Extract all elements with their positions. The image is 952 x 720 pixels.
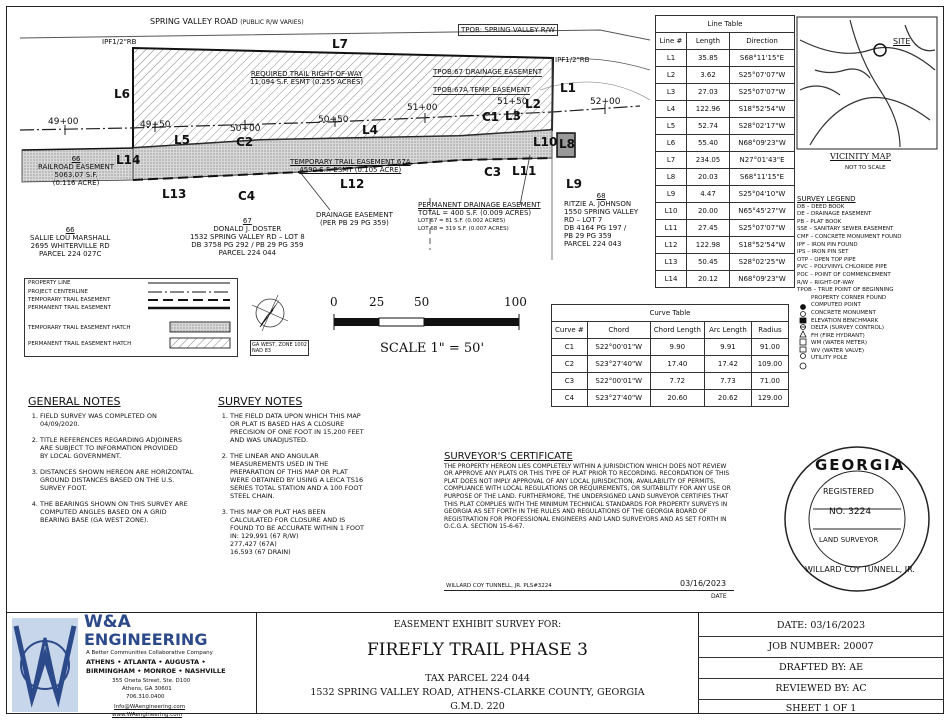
table-cell: 50.45 bbox=[687, 254, 730, 271]
table-header: Length bbox=[687, 33, 730, 50]
table-row bbox=[656, 271, 795, 288]
table-cell: C3 bbox=[552, 373, 588, 390]
table-cell: S23°27'40"W bbox=[587, 356, 650, 373]
line-label: L10 bbox=[533, 135, 558, 149]
table-cell: 234.05 bbox=[687, 152, 730, 169]
company-website[interactable]: www.WAengineering.com bbox=[112, 712, 182, 718]
seal-state: GEORGIA bbox=[815, 456, 906, 474]
title-header: EASEMENT EXHIBIT SURVEY FOR: bbox=[393, 620, 562, 630]
vicinity-map-subtitle: NOT TO SCALE bbox=[845, 165, 886, 171]
legend-item: PROPERTY CORNER FOUND bbox=[811, 294, 887, 301]
table-row bbox=[656, 84, 795, 101]
survey-notes bbox=[218, 395, 398, 564]
scale-tick-label: 50 bbox=[414, 295, 430, 309]
table-cell: 9.91 bbox=[704, 339, 751, 356]
table-cell: S68°11'15"E bbox=[730, 50, 795, 67]
company-logo-icon bbox=[12, 618, 78, 712]
general-notes-title: GENERAL NOTES bbox=[28, 395, 121, 408]
station-label: 51+00 bbox=[407, 103, 438, 113]
survey-legend bbox=[797, 196, 937, 363]
table-cell: 35.85 bbox=[687, 50, 730, 67]
table-header: Line # bbox=[656, 33, 687, 50]
certificate-title: SURVEYOR'S CERTIFICATE bbox=[444, 451, 573, 462]
station-label: 49+50 bbox=[140, 120, 171, 130]
table-cell: 20.60 bbox=[650, 390, 704, 407]
survey-notes-title: SURVEY NOTES bbox=[218, 395, 303, 408]
table-cell: S28°02'25"W bbox=[730, 254, 795, 271]
table-cell: 27.45 bbox=[687, 220, 730, 237]
table-cell: 20.03 bbox=[687, 169, 730, 186]
table-cell: L14 bbox=[656, 271, 687, 288]
table-cell: L4 bbox=[656, 101, 687, 118]
vicinity-map-title: VICINITY MAP bbox=[830, 152, 891, 161]
table-cell: 7.73 bbox=[704, 373, 751, 390]
required-trail-row-area bbox=[133, 48, 553, 148]
leader-line bbox=[520, 155, 530, 205]
line-table bbox=[655, 15, 795, 288]
table-cell: 55.40 bbox=[687, 135, 730, 152]
scale-tick-label: 0 bbox=[330, 295, 338, 309]
table-row bbox=[656, 169, 795, 186]
general-notes bbox=[28, 395, 208, 532]
table-row bbox=[656, 203, 795, 220]
scale-tick-label: 100 bbox=[504, 295, 527, 309]
line-table-title: Line Table bbox=[656, 16, 795, 33]
legend-item: CMF – CONCRETE MONUMENT FOUND bbox=[797, 233, 902, 240]
legend-label: PROJECT CENTERLINE bbox=[28, 289, 88, 295]
table-cell: 109.00 bbox=[751, 356, 788, 373]
tax-parcel: TAX PARCEL 224 044 bbox=[425, 673, 530, 684]
table-cell: S25°07'07"W bbox=[730, 84, 795, 101]
temporary-easement-label: TEMPORARY TRAIL EASEMENT 67A 4590 S.F. ESMT (0.105 ACRE) bbox=[290, 158, 411, 174]
project-address: 1532 SPRING VALLEY ROAD, ATHENS-CLARKE COUNTY, GEORGIA bbox=[310, 687, 645, 698]
table-cell: 4.47 bbox=[687, 186, 730, 203]
job-number: JOB NUMBER: 20007 bbox=[698, 637, 944, 658]
sheet-number: SHEET 1 OF 1 bbox=[785, 703, 857, 714]
table-header: Radius bbox=[751, 322, 788, 339]
legend-item: PB – PLAT BOOK bbox=[797, 218, 842, 225]
certificate-signer: WILLARD COY TUNNELL, JR. PLS#3224 bbox=[446, 583, 552, 589]
doster-parcel-label: 67 DONALD J. DOSTER 1532 SPRING VALLEY RD – LOT 8 DB 3758 PG 292 / PB 29 PG 359 PARCEL 224 044 bbox=[190, 217, 305, 257]
table-cell: L13 bbox=[656, 254, 687, 271]
legend-item: POC – POINT OF COMMENCEMENT bbox=[797, 271, 891, 278]
north-arrow-datum: GA WEST, ZONE 1002 NAD 83 bbox=[252, 342, 307, 354]
curve-label: C4 bbox=[238, 189, 256, 203]
table-cell: L10 bbox=[656, 203, 687, 220]
table-row bbox=[656, 237, 795, 254]
legend-label: PROPERTY LINE bbox=[28, 280, 71, 286]
company-address-1: 355 Oneta Street, Ste. D100 bbox=[112, 678, 191, 684]
table-cell: S25°07'07"W bbox=[730, 67, 795, 84]
reviewed-by: REVIEWED BY: AC bbox=[698, 679, 944, 700]
table-cell: 20.12 bbox=[687, 271, 730, 288]
ipf-right-label: IPF1/2"RB bbox=[555, 56, 590, 64]
table-cell: 3.62 bbox=[687, 67, 730, 84]
line-label: L5 bbox=[174, 133, 190, 147]
legend-label: PERMANENT TRAIL EASEMENT HATCH bbox=[28, 341, 132, 347]
seal-number: NO. 3224 bbox=[829, 507, 872, 517]
legend-item: PVC – POLYVINYL CHLORIDE PIPE bbox=[797, 264, 887, 271]
legend-item: R/W – RIGHT-OF-WAY bbox=[797, 279, 855, 286]
company-cities-1: ATHENS • ATLANTA • AUGUSTA • bbox=[86, 658, 206, 666]
certificate-text: THE PROPERTY HEREON LIES COMPLETELY WITHIN A JURISDICTION WHICH DOES NOT REVIEW OR APPROVE ANY PLATS OR THIS TYPE OF PLAT PRIOR TO RECORDING. RECORDATION OF THIS PLAT DOES NOT IMPLY APPROVAL OF ANY LOCAL JURISDICTION, AVAILABILITY OF PERMITS, COMPLIANCE WITH LOCAL REGULATIONS OR REQUIREMENTS, OR SUITABILITY FOR ANY USE OR PURPOSE OF THE LAND. FURTHERMORE, THE UNDERSIGNED LAND SURVEYOR CERTIFIES THAT THIS PLAT COMPLIES WITH THE MINIMUM TECHNICAL STANDARDS FOR PROPERTY SURVEYS IN GEORGIA AS SET FORTH IN THE RULES AND REGULATIONS OF THE GEORGIA BOARD OF REGISTRATION FOR PROFESSIONAL ENGINEERS AND LAND SURVEYORS AND AS SET FORTH IN O.C.G.A. SECTION 15-6-67. bbox=[444, 462, 731, 531]
table-row bbox=[656, 254, 795, 271]
legend-item: OTP – OPEN TOP PIPE bbox=[797, 256, 856, 263]
legend-item: ELEVATION BENCHMARK bbox=[811, 317, 879, 324]
company-phone: 706.310.0400 bbox=[126, 694, 165, 700]
table-cell: L11 bbox=[656, 220, 687, 237]
permanent-drainage-label: PERMANENT DRAINAGE EASEMENT TOTAL = 400 S.F. (0.009 ACRES) LOT 67 = 81 S.F. (0.002 ACRES) LOT 68 = 319 S.F. (0.007 ACRES) bbox=[418, 201, 541, 232]
required-row-label: REQUIRED TRAIL RIGHT-OF-WAY 11,094 S.F. ESMT (0.255 ACRES) bbox=[250, 70, 364, 86]
line-label: L13 bbox=[162, 187, 187, 201]
certificate-date: 03/16/2023 bbox=[680, 579, 727, 588]
curve-table bbox=[551, 304, 789, 407]
table-row bbox=[656, 50, 795, 67]
legend-item: COMPUTED POINT bbox=[811, 302, 861, 309]
table-cell: 129.00 bbox=[751, 390, 788, 407]
table-cell: L12 bbox=[656, 237, 687, 254]
table-cell: N68°09'23"W bbox=[730, 135, 795, 152]
curve-table-header bbox=[552, 322, 789, 339]
seal-role: LAND SURVEYOR bbox=[819, 536, 879, 544]
table-cell: C1 bbox=[552, 339, 588, 356]
station-label: 50+50 bbox=[318, 115, 349, 125]
table-cell: 17.40 bbox=[650, 356, 704, 373]
curve-label: C2 bbox=[236, 135, 254, 149]
table-row bbox=[552, 356, 789, 373]
legend-item: IPF – IRON PIN FOUND bbox=[797, 241, 858, 248]
legend-item: FH (FIRE HYDRANT) bbox=[811, 332, 865, 339]
seal-name: WILLARD COY TUNNELL, JR. bbox=[805, 565, 915, 574]
note-item: 3. THIS MAP OR PLAT HAS BEEN CALCULATED FOR CLOSURE AND IS FOUND TO BE ACCURATE WITHIN 1 FOOT IN: 129,991 (67 R/W) 277,427 (67A) 16,593 (67 DRAIN) bbox=[230, 508, 398, 556]
drawing-date: DATE: 03/16/2023 bbox=[698, 616, 944, 637]
curve-label: C1 bbox=[482, 110, 500, 124]
legend-item: DELTA (SURVEY CONTROL) bbox=[811, 325, 884, 332]
table-cell: 20.00 bbox=[687, 203, 730, 220]
table-row bbox=[656, 135, 795, 152]
line-label: L7 bbox=[332, 37, 348, 51]
line-label: L4 bbox=[362, 123, 378, 137]
legend-item: IPS – IRON PIN SET bbox=[797, 249, 849, 256]
johnson-parcel-label: 68 RITZIE A. JOHNSON 1550 SPRING VALLEY RD – LOT 7 DB 4164 PG 197 / PB 29 PG 359 PARCEL 224 043 bbox=[564, 192, 639, 248]
table-cell: 52.74 bbox=[687, 118, 730, 135]
note-item: 2. TITLE REFERENCES REGARDING ADJOINERS ARE SUBJECT TO INFORMATION PROVIDED BY LOCAL GOVERNMENT. bbox=[40, 436, 208, 460]
leader-line bbox=[300, 172, 330, 210]
table-cell: L1 bbox=[656, 50, 687, 67]
seal-registered: REGISTERED bbox=[823, 487, 874, 496]
table-header: Arc Length bbox=[704, 322, 751, 339]
curve-table-title: Curve Table bbox=[552, 305, 789, 322]
table-cell: L2 bbox=[656, 67, 687, 84]
table-cell: N68°09'23"W bbox=[730, 271, 795, 288]
table-row bbox=[656, 186, 795, 203]
table-cell: 27.03 bbox=[687, 84, 730, 101]
table-cell: S18°52'54"W bbox=[730, 101, 795, 118]
table-row bbox=[656, 67, 795, 84]
line-label: L12 bbox=[340, 177, 365, 191]
note-item: 3. DISTANCES SHOWN HEREON ARE HORIZONTAL GROUND DISTANCES BASED ON THE U.S. SURVEY FOOT. bbox=[40, 468, 208, 492]
vicinity-site-label: SITE bbox=[893, 37, 911, 46]
table-row bbox=[656, 118, 795, 135]
drafted-by: DRAFTED BY: AE bbox=[698, 658, 944, 679]
station-label: 50+00 bbox=[230, 124, 261, 134]
note-item: 2. THE LINEAR AND ANGULAR MEASUREMENTS USED IN THE PREPARATION OF THIS MAP OR PLAT WERE OBTAINED BY USING A LEICA TS16 SERIES TOTAL STATION AND A 100 FOOT STEEL CHAIN. bbox=[230, 452, 398, 500]
table-header: Chord Length bbox=[650, 322, 704, 339]
table-cell: S22°00'01"W bbox=[587, 373, 650, 390]
legend-item: TPOB – TRUE POINT OF BEGINNING bbox=[797, 287, 894, 294]
station-label: 52+00 bbox=[590, 97, 621, 107]
table-cell: L8 bbox=[656, 169, 687, 186]
tpob-temp-label: TPOB:67A TEMP. EASEMENT bbox=[433, 86, 531, 94]
company-email[interactable]: Info@WAengineering.com bbox=[114, 704, 186, 710]
table-row bbox=[656, 220, 795, 237]
legend-item: WV (WATER VALVE) bbox=[811, 347, 864, 354]
table-cell: L5 bbox=[656, 118, 687, 135]
line-label: L14 bbox=[116, 153, 141, 167]
certificate-date-label: DATE bbox=[711, 593, 727, 600]
legend-item: DB – DEED BOOK bbox=[797, 203, 845, 210]
line-label: L2 bbox=[525, 97, 541, 111]
scale-bar bbox=[334, 314, 519, 330]
note-item: 1. FIELD SURVEY WAS COMPLETED ON 04/09/2020. bbox=[40, 412, 208, 428]
line-label: L8 bbox=[559, 137, 575, 151]
line-label: L9 bbox=[566, 177, 582, 191]
legend-item: CONCRETE MONUMENT bbox=[811, 309, 876, 316]
scale-tick-label: 25 bbox=[369, 295, 385, 309]
table-cell: S18°52'54"W bbox=[730, 237, 795, 254]
table-cell: S22°00'01"W bbox=[587, 339, 650, 356]
line-label: L1 bbox=[560, 81, 576, 95]
table-cell: N27°01'43"E bbox=[730, 152, 795, 169]
table-cell: C2 bbox=[552, 356, 588, 373]
ipf-left-label: IPF1/2"RB bbox=[102, 38, 137, 46]
vicinity-map-frame bbox=[797, 17, 937, 149]
line-label: L6 bbox=[114, 87, 130, 101]
legend-label: PERMANENT TRAIL EASEMENT bbox=[28, 305, 111, 311]
surveyor-certificate bbox=[444, 453, 734, 531]
marshall-parcel-label: 66 SALLIE LOU MARSHALL 2695 WHITERVILLE RD PARCEL 224 027C bbox=[30, 226, 111, 258]
line-label: L3 bbox=[505, 109, 521, 123]
table-cell: C4 bbox=[552, 390, 588, 407]
road-name: SPRING VALLEY ROAD (PUBLIC R/W VARIES) bbox=[150, 17, 304, 26]
table-header: Curve # bbox=[552, 322, 588, 339]
table-cell: 122.96 bbox=[687, 101, 730, 118]
table-cell: L3 bbox=[656, 84, 687, 101]
table-cell: L6 bbox=[656, 135, 687, 152]
table-cell: S25°07'07"W bbox=[730, 220, 795, 237]
tpob-rw-label: TPOB: SPRING VALLEY R/W bbox=[458, 24, 558, 36]
table-cell: 71.00 bbox=[751, 373, 788, 390]
table-cell: N65°45'27"W bbox=[730, 203, 795, 220]
survey-legend-title: SURVEY LEGEND bbox=[797, 195, 856, 203]
project-title: FIREFLY TRAIL PHASE 3 bbox=[367, 640, 588, 660]
table-row bbox=[552, 339, 789, 356]
table-cell: 9.90 bbox=[650, 339, 704, 356]
railroad-parcel-label: 66 RAILROAD EASEMENT 5063.07 S.F. (0.116 ACRE) bbox=[38, 155, 115, 187]
company-name-1: W&A bbox=[84, 612, 131, 632]
table-cell: L7 bbox=[656, 152, 687, 169]
table-cell: S23°27'40"W bbox=[587, 390, 650, 407]
legend-item: SSE – SANITARY SEWER EASEMENT bbox=[797, 226, 894, 233]
signature-line bbox=[444, 590, 734, 591]
legend-item: WM (WATER METER) bbox=[811, 340, 867, 347]
table-cell: 122.98 bbox=[687, 237, 730, 254]
curve-label: C3 bbox=[484, 165, 502, 179]
north-arrow-icon bbox=[252, 295, 288, 331]
table-header: Chord bbox=[587, 322, 650, 339]
table-row bbox=[552, 373, 789, 390]
table-cell: 7.72 bbox=[650, 373, 704, 390]
table-row bbox=[552, 390, 789, 407]
table-row bbox=[656, 152, 795, 169]
company-address-2: Athens, GA 30601 bbox=[122, 686, 172, 692]
note-item: 4. THE BEARINGS SHOWN ON THIS SURVEY ARE COMPUTED ANGLES BASED ON A GRID BEARING BASE (GA WEST ZONE). bbox=[40, 500, 208, 524]
legend-label: TEMPORARY TRAIL EASEMENT bbox=[28, 297, 111, 303]
gmd: G.M.D. 220 bbox=[450, 701, 505, 712]
table-cell: 17.42 bbox=[704, 356, 751, 373]
line-table-header bbox=[656, 33, 795, 50]
legend-label: TEMPORARY TRAIL EASEMENT HATCH bbox=[28, 325, 131, 331]
note-item: 1. THE FIELD DATA UPON WHICH THIS MAP OR PLAT IS BASED HAS A CLOSURE PRECISION OF ONE FOOT IN 15,200 FEET AND WAS UNADJUSTED. bbox=[230, 412, 398, 444]
table-cell: 20.62 bbox=[704, 390, 751, 407]
legend-item: UTILITY POLE bbox=[811, 355, 848, 362]
table-cell: S28°02'17"W bbox=[730, 118, 795, 135]
company-tagline: A Better Communities Collaborative Company bbox=[86, 650, 213, 656]
table-cell: S25°04'10"W bbox=[730, 186, 795, 203]
table-header: Direction bbox=[730, 33, 795, 50]
table-cell: S68°11'15"E bbox=[730, 169, 795, 186]
table-row bbox=[656, 101, 795, 118]
drainage-easement-label: DRAINAGE EASEMENT (PER PB 29 PG 359) bbox=[316, 211, 393, 227]
line-label: L11 bbox=[512, 164, 537, 178]
company-cities-2: BIRMINGHAM • MONROE • NASHVILLE bbox=[86, 667, 226, 675]
scale-text: SCALE 1" = 50' bbox=[380, 341, 485, 356]
table-cell: L9 bbox=[656, 186, 687, 203]
legend-item: DE – DRAINAGE EASEMENT bbox=[797, 211, 872, 218]
company-name-2: ENGINEERING bbox=[84, 630, 208, 649]
station-label: 49+00 bbox=[48, 117, 79, 127]
station-label: 51+50 bbox=[497, 97, 528, 107]
table-cell: 91.00 bbox=[751, 339, 788, 356]
tpob-drain-label: TPOB:67 DRAINAGE EASEMENT bbox=[433, 68, 543, 76]
